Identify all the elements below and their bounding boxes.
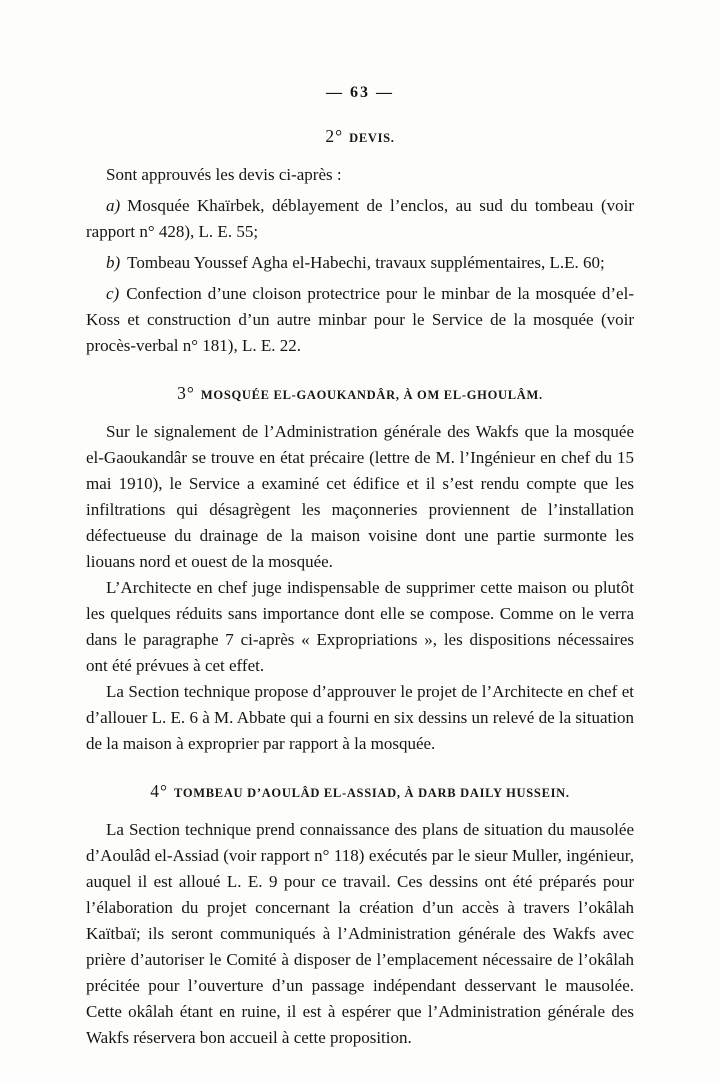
heading-number: 2° xyxy=(325,126,344,146)
list-item-a xyxy=(86,193,634,245)
page-number: — 63 — xyxy=(326,84,394,101)
heading-title: TOMBEAU D’AOULÂD EL-ASSIAD, À DARB DAILY HUSSEIN. xyxy=(174,786,570,800)
list-item-c xyxy=(86,281,634,359)
item-text-a: Mosquée Khaïrbek, déblayement de l’enclos, au sud du tombeau (voir rapport n° 428), L. E. 55; xyxy=(86,196,634,241)
paragraph-devis-intro: Sont approuvés les devis ci-après : xyxy=(106,165,342,184)
item-marker-a: a) xyxy=(106,196,121,215)
item-text-c: Confection d’une cloison protectrice pour le minbar de la mosquée d’el-Koss et construction d’un autre minbar pour le Service de la mosquée (voir procès-verbal n° 181), L. E. 22. xyxy=(86,284,634,355)
list-item-b xyxy=(86,250,634,276)
paragraph-signalement: Sur le signalement de l’Administration générale des Wakfs que la mosquée el-Gaoukandâr se trouve en état précaire (lettre de M. l’Ingénieur en chef du 15 mai 1910), le Service a examiné cet édifice et il s’est rendu compte que les infiltrations qui désagrègent les maçonneries proviennent de l’installation défectueuse du drainage de la maison voisine dont une partie surmonte les liouans nord et ouest de la mosquée. xyxy=(86,422,634,571)
section-tombeau-aoulad xyxy=(86,777,634,1051)
section-heading-mosquee xyxy=(86,379,634,406)
item-marker-b: b) xyxy=(106,253,121,272)
section-mosquee-el-gaoukandar xyxy=(86,379,634,757)
document-page xyxy=(86,0,634,1051)
paragraph-architecte: L’Architecte en chef juge indispensable de supprimer cette maison ou plutôt les quelques réduits sans importance dont elle se compose. Comme on le verra dans le paragraphe 7 ci-après « Expropriations », les dispositions nécessaires ont été prévues à cet effet. xyxy=(86,578,634,675)
item-text-b: Tombeau Youssef Agha el-Habechi, travaux supplémentaires, L.E. 60; xyxy=(127,253,605,272)
section-heading-tombeau xyxy=(86,777,634,804)
section-devis xyxy=(86,122,634,359)
heading-title: DEVIS. xyxy=(349,131,395,145)
heading-number: 3° xyxy=(177,383,195,403)
heading-number: 4° xyxy=(150,781,169,801)
heading-title: MOSQUÉE EL-GAOUKANDÂR, À OM EL-GHOULÂM. xyxy=(200,388,543,402)
section-heading-devis xyxy=(86,122,634,149)
paragraph-section-technique: La Section technique propose d’approuver le projet de l’Architecte en chef et d’allouer L. E. 6 à M. Abbate qui a fourni en six dessins un relevé de la situation de la maison à exproprier par rapport à la mosquée. xyxy=(86,682,634,753)
item-marker-c: c) xyxy=(106,284,120,303)
paragraph-mausolee: La Section technique prend connaissance des plans de situation du mausolée d’Aoulâd el-Assiad (voir rapport n° 118) exécutés par le sieur Muller, ingénieur, auquel il est alloué L. E. 9 pour ce travail. Ces dessins ont été préparés pour l’élaboration du projet concernant la création d’un accès à travers l’okâlah Kaïtbaï; ils seront communiqués à l’Administration générale des Wakfs avec prière d’autoriser le Comité à disposer de l’emplacement nécessaire de l’okâlah précitée pour l’ouverture d’un passage indépendant desservant le mausolée. Cette okâlah étant en ruine, il est à espérer que l’Administration générale des Wakfs réservera bon accueil à cette proposition. xyxy=(86,820,634,1047)
